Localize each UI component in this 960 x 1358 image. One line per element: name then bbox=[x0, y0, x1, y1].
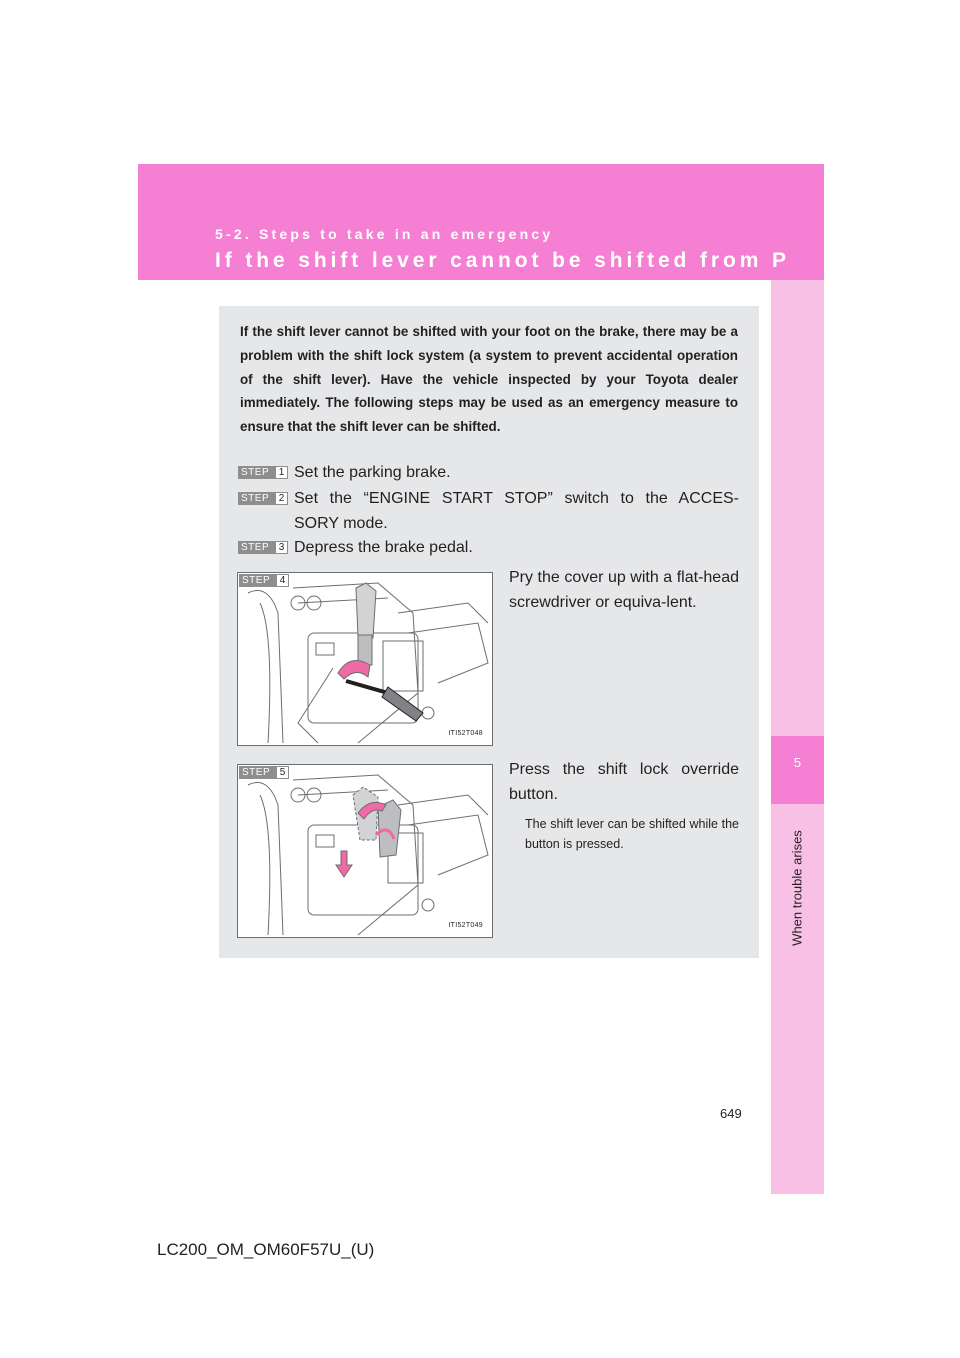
step-word: STEP bbox=[242, 575, 271, 586]
step-4-illustration bbox=[237, 572, 493, 746]
step-2-text-line2: SORY mode. bbox=[294, 515, 388, 532]
step-word: STEP bbox=[242, 767, 271, 778]
step-4-badge bbox=[239, 574, 289, 587]
step-3-badge bbox=[238, 541, 288, 554]
step-number: 2 bbox=[275, 492, 288, 505]
chapter-tab-number: 5 bbox=[793, 755, 802, 770]
chapter-tab[interactable] bbox=[771, 736, 824, 804]
step-5-text: Press the shift lock override button. bbox=[509, 761, 739, 803]
step-5-badge bbox=[239, 766, 289, 779]
step-2-text-line1: Set the “ENGINE START STOP” switch to the ACCES- bbox=[294, 490, 739, 507]
page-number: 649 bbox=[720, 1106, 742, 1121]
page-title: If the shift lever cannot be shifted from P bbox=[215, 249, 790, 272]
illustration-code: ITI52T048 bbox=[448, 730, 483, 737]
step-word: STEP bbox=[241, 493, 270, 504]
step-number: 3 bbox=[275, 541, 288, 554]
document-code: LC200_OM_OM60F57U_(U) bbox=[157, 1240, 375, 1259]
illustration-code: ITI52T049 bbox=[448, 922, 483, 929]
step-number: 1 bbox=[275, 466, 288, 479]
step-4-text: Pry the cover up with a flat-head screwdriver or equiva-lent. bbox=[509, 569, 739, 611]
step-5-note: The shift lever can be shifted while the button is pressed. bbox=[525, 817, 739, 851]
step-number: 5 bbox=[276, 766, 289, 779]
step-number: 4 bbox=[276, 574, 289, 587]
console-screwdriver-drawing bbox=[238, 573, 493, 746]
step-5-illustration bbox=[237, 764, 493, 938]
step-1-badge bbox=[238, 466, 288, 479]
step-word: STEP bbox=[241, 467, 270, 478]
intro-paragraph: If the shift lever cannot be shifted with your foot on the brake, there may be a problem with the shift lock system (a system to prevent accidental operation of the shift lever). Have the vehicle inspected by your Toyota dealer immediately. The following steps may be used as an emergency measure to ensure that the shift lever can be shifted. bbox=[240, 324, 738, 435]
section-label: 5-2. Steps to take in an emergency bbox=[215, 226, 554, 242]
step-2-badge bbox=[238, 492, 288, 505]
step-1-text: Set the parking brake. bbox=[294, 464, 451, 481]
console-override-drawing bbox=[238, 765, 493, 938]
step-3-text: Depress the brake pedal. bbox=[294, 539, 473, 556]
chapter-tab-label: When trouble arises bbox=[789, 830, 805, 946]
step-word: STEP bbox=[241, 542, 270, 553]
